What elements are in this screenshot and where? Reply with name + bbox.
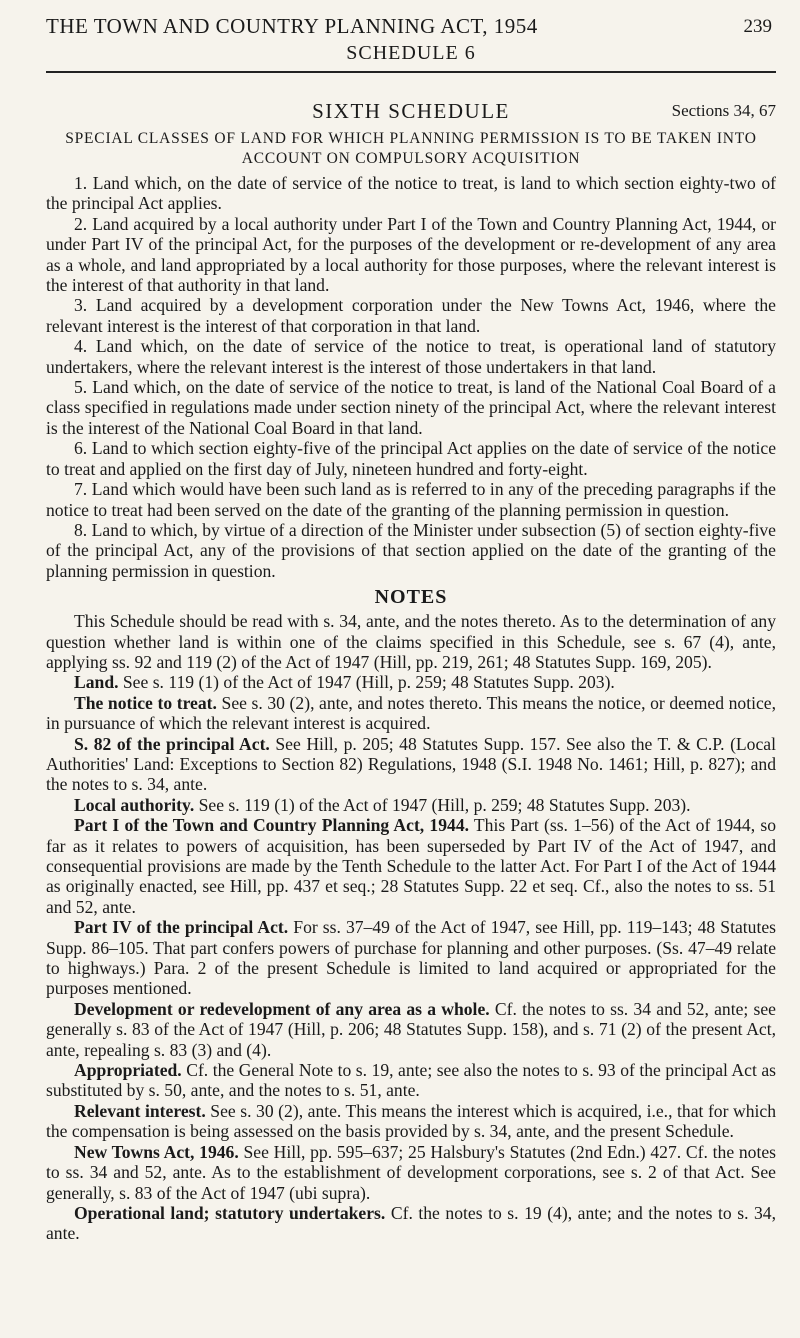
page-number: 239 <box>743 16 772 37</box>
note-text: Cf. the General Note to s. 19, ante; see also the notes to s. 93 of the principal Act as substituted by s. 50, ante, and the notes to s. 51, ante. <box>46 1060 776 1101</box>
schedule-label: SCHEDULE 6 <box>346 42 476 64</box>
note-item <box>46 999 776 1060</box>
note-text: See Hill, pp. 595–637; 25 Halsbury's Statutes (2nd Edn.) 427. Cf. the notes to ss. 34 and 52, ante. As to the establishment of development corporations, see s. 2 of that Act. See generally, s. 83 of the Act of 1947 (ubi supra). <box>46 1141 776 1203</box>
schedule-caption: SPECIAL CLASSES OF LAND FOR WHICH PLANNING PERMISSION IS TO BE TAKEN INTO ACCOUNT ON COMPULSORY ACQUISITION <box>65 130 757 167</box>
note-text: See s. 119 (1) of the Act of 1947 (Hill, p. 259; 48 Statutes Supp. 203). <box>118 672 615 693</box>
note-term: Part I of the Town and Country Planning Act, 1944. <box>74 815 470 836</box>
note-term: S. 82 of the principal Act. <box>74 733 270 754</box>
note-term: Operational land; statutory undertakers. <box>74 1202 386 1223</box>
notes-intro: This Schedule should be read with s. 34, ante, and the notes thereto. As to the determination of any question whether land is within one of the claims specified in this Schedule, see s. 67 (4), ante, applying ss. 92 and 119 (2) of the Act of 1947 (Hill, pp. 219, 261; 48 Statutes Supp. 169, 205). <box>46 611 776 672</box>
note-term: Local authority. <box>74 794 195 815</box>
paragraph-4: 4. Land which, on the date of service of the notice to treat, is operational land of statutory undertakers, where the relevant interest is the interest of those undertakers in that land. <box>46 336 776 377</box>
note-term: New Towns Act, 1946. <box>74 1141 239 1162</box>
paragraph-6: 6. Land to which section eighty-five of the principal Act applies on the date of service of the notice to treat and applied on the first day of July, nineteen hundred and forty-eight. <box>46 438 776 479</box>
note-term: The notice to treat. <box>74 692 217 713</box>
note-item <box>46 734 776 795</box>
paragraph-2: 2. Land acquired by a local authority under Part I of the Town and Country Planning Act, 1944, or under Part IV of the principal Act, for the purposes of the development or re-development of any area as a whole, and land appropriated by a local authority for those purposes, where the relevant interest is the interest of that authority in that land. <box>46 213 776 296</box>
notes-heading: NOTES <box>374 586 448 609</box>
note-term: Land. <box>74 672 119 693</box>
note-text: See s. 119 (1) of the Act of 1947 (Hill, p. 259; 48 Statutes Supp. 203). <box>194 794 691 815</box>
note-item <box>46 1142 776 1203</box>
note-term: Development or redevelopment of any area as a whole. <box>74 998 490 1019</box>
paragraph-8: 8. Land to which, by virtue of a direction of the Minister under subsection (5) of section eighty-five of the principal Act, any of the provisions of that section applied on the date of the granting of the planning permission in question. <box>46 519 776 581</box>
note-item <box>46 917 776 999</box>
note-term: Relevant interest. <box>74 1100 206 1121</box>
act-title: THE TOWN AND COUNTRY PLANNING ACT, 1954 <box>46 14 538 38</box>
note-text: See s. 30 (2), ante. This means the interest which is acquired, i.e., that for which the compensation is being assessed on the basis provided by s. 34, ante, and the present Schedule. <box>46 1100 776 1142</box>
note-text: Cf. the notes to ss. 34 and 52, ante; see generally s. 83 of the Act of 1947 (Hill, p. 206; 48 Statutes Supp. 158), and s. 71 (2) of the present Act, ante, repealing s. 83 (3) and (4). <box>46 998 776 1060</box>
sections-reference: Sections 34, 67 <box>671 101 776 120</box>
schedule-paragraphs <box>46 173 776 581</box>
note-text: This Part (ss. 1–56) of the Act of 1944, so far as it relates to powers of acquisition, has been superseded by Part IV of the Act of 1947, and consequential provisions are made by the Tenth Schedule to the latter Act. For Part I of the Act of 1944 as originally enacted, see Hill, pp. 437 et seq.; 28 Statutes Supp. 22 et seq. Cf., also the notes to ss. 51 and 52, ante. <box>46 815 776 917</box>
note-item <box>46 1203 776 1244</box>
header-rule <box>46 71 776 73</box>
note-item <box>46 693 776 734</box>
paragraph-3: 3. Land acquired by a development corporation under the New Towns Act, 1946, where the relevant interest is the interest of that corporation in that land. <box>46 295 776 336</box>
note-term: Appropriated. <box>74 1060 182 1081</box>
note-item <box>46 672 776 692</box>
schedule-title: SIXTH SCHEDULE <box>312 99 510 123</box>
note-item <box>46 1060 776 1101</box>
note-item <box>46 795 776 815</box>
note-term: Part IV of the principal Act. <box>74 917 289 938</box>
note-item <box>46 1101 776 1142</box>
paragraph-1: 1. Land which, on the date of service of the notice to treat, is land to which section eighty-two of the principal Act applies. <box>46 173 776 214</box>
notes-section <box>46 611 776 1244</box>
note-item <box>46 815 776 917</box>
schedule-heading-row <box>46 99 776 125</box>
note-text: See Hill, p. 205; 48 Statutes Supp. 157. See also the T. & C.P. (Local Authorities' Land: Exceptions to Section 82) Regulations, 1948 (S.I. 1948 No. 1461; Hill, p. 827); and the notes to s. 34, ante. <box>46 733 776 795</box>
note-text: Cf. the notes to s. 19 (4), ante; and the notes to s. 34, ante. <box>46 1202 777 1244</box>
running-head <box>46 0 776 44</box>
note-text: See s. 30 (2), ante, and notes thereto. This means the notice, or deemed notice, in pursuance of which the relevant interest is acquired. <box>46 692 777 734</box>
paragraph-7: 7. Land which would have been such land as is referred to in any of the preceding paragraphs if the notice to treat had been served on the date of the granting of the planning permission in question. <box>46 479 776 520</box>
note-text: For ss. 37–49 of the Act of 1947, see Hill, pp. 119–143; 48 Statutes Supp. 86–105. That part confers powers of purchase for planning and other purposes. (Ss. 47–49 relate to highways.) Para. 2 of the present Schedule is limited to land acquired or appropriated for the purposes mentioned. <box>46 917 777 999</box>
paragraph-5: 5. Land which, on the date of service of the notice to treat, is land of the National Coal Board of a class specified in regulations made under section ninety of the principal Act, where the relevant interest is the interest of the National Coal Board in that land. <box>46 377 776 438</box>
